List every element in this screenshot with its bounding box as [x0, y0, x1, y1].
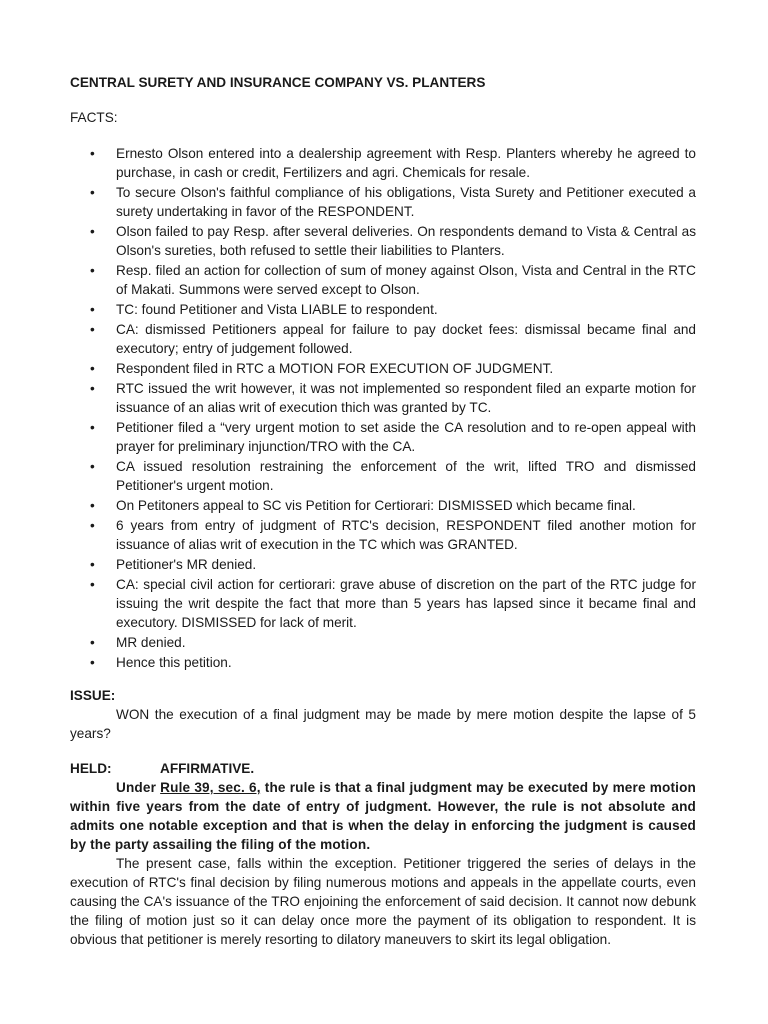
case-title: CENTRAL SURETY AND INSURANCE COMPANY VS. PLANTERS — [70, 75, 486, 90]
fact-item: • CA: dismissed Petitioners appeal for failure to pay docket fees: dismissal became final and executory; entry of judgement followed. — [70, 320, 696, 358]
issue-text: WON the execution of a final judgment may be made by mere motion despite the lapse of 5 years? — [70, 707, 696, 741]
fact-item: • On Petitoners appeal to SC vis Petition for Certiorari: DISMISSED which became final. — [70, 496, 696, 515]
fact-item: • Hence this petition. — [70, 653, 696, 672]
fact-item: • Olson failed to pay Resp. after several deliveries. On respondents demand to Vista & Central as Olson's sureties, both refused to settle their liabilities to Planters. — [70, 222, 696, 260]
fact-item: • To secure Olson's faithful compliance of his obligations, Vista Surety and Petitioner executed a surety undertaking in favor of the RESPONDENT. — [70, 183, 696, 221]
fact-item: • Petitioner filed a “very urgent motion to set aside the CA resolution and to re-open appeal with prayer for preliminary injunction/TRO with the CA. — [70, 418, 696, 456]
fact-item: • Ernesto Olson entered into a dealership agreement with Resp. Planters whereby he agreed to purchase, in cash or credit, Fertilizers and agri. Chemicals for resale. — [70, 144, 696, 182]
fact-item: • Respondent filed in RTC a MOTION FOR EXECUTION OF JUDGMENT. — [70, 359, 696, 378]
ruling-paragraph: The present case, falls within the exception. Petitioner triggered the series of delays in the execution of RTC's final decision by filing numerous motions and appeals in the appellate courts, even causing the CA's issuance of the TRO enjoining the enforcement of said decision. It cannot now debunk the filing of motion just so it can delay once more the payment of its obligation to respondent. It is obvious that petitioner is merely resorting to dilatory maneuvers to skirt its legal obligation. — [70, 856, 696, 947]
fact-item: • CA: special civil action for certiorari: grave abuse of discretion on the part of the RTC judge for issuing the writ despite the fact that more than 5 years has lapsed since it became final and executory. DISMISSED for lack of merit. — [70, 575, 696, 632]
issue-heading: ISSUE: — [70, 688, 116, 703]
held-row — [70, 759, 696, 778]
facts-heading: FACTS: — [70, 110, 118, 125]
fact-item: • RTC issued the writ however, it was not implemented so respondent filed an exparte motion for issuance of an alias writ of execution thich was granted by TC. — [70, 379, 696, 417]
fact-item: • Petitioner's MR denied. — [70, 555, 696, 574]
fact-item: • Resp. filed an action for collection of sum of money against Olson, Vista and Central in the RTC of Makati. Summons were served except to Olson. — [70, 261, 696, 299]
held-label: HELD: — [70, 761, 112, 776]
facts-list — [70, 144, 696, 672]
rule-prefix: Under — [116, 780, 161, 795]
rule-text: the rule is that a final judgment may be executed by mere motion within five years from the date of entry of judgment. However, the rule is not absolute and admits one notable exception and that is when the delay in enforcing the judgment is caused by the party assailing the filing of the motion. — [70, 780, 696, 852]
held-value: AFFIRMATIVE. — [160, 761, 255, 776]
rule-paragraph — [70, 778, 696, 854]
document-content — [70, 73, 696, 949]
fact-item: • TC: found Petitioner and Vista LIABLE to respondent. — [70, 300, 696, 319]
fact-item: • MR denied. — [70, 633, 696, 652]
rule-reference: Rule 39, sec. 6, — [160, 780, 261, 795]
fact-item: • 6 years from entry of judgment of RTC's decision, RESPONDENT filed another motion for issuance of alias writ of execution in the TC which was GRANTED. — [70, 516, 696, 554]
fact-item: • CA issued resolution restraining the enforcement of the writ, lifted TRO and dismissed Petitioner's urgent motion. — [70, 457, 696, 495]
